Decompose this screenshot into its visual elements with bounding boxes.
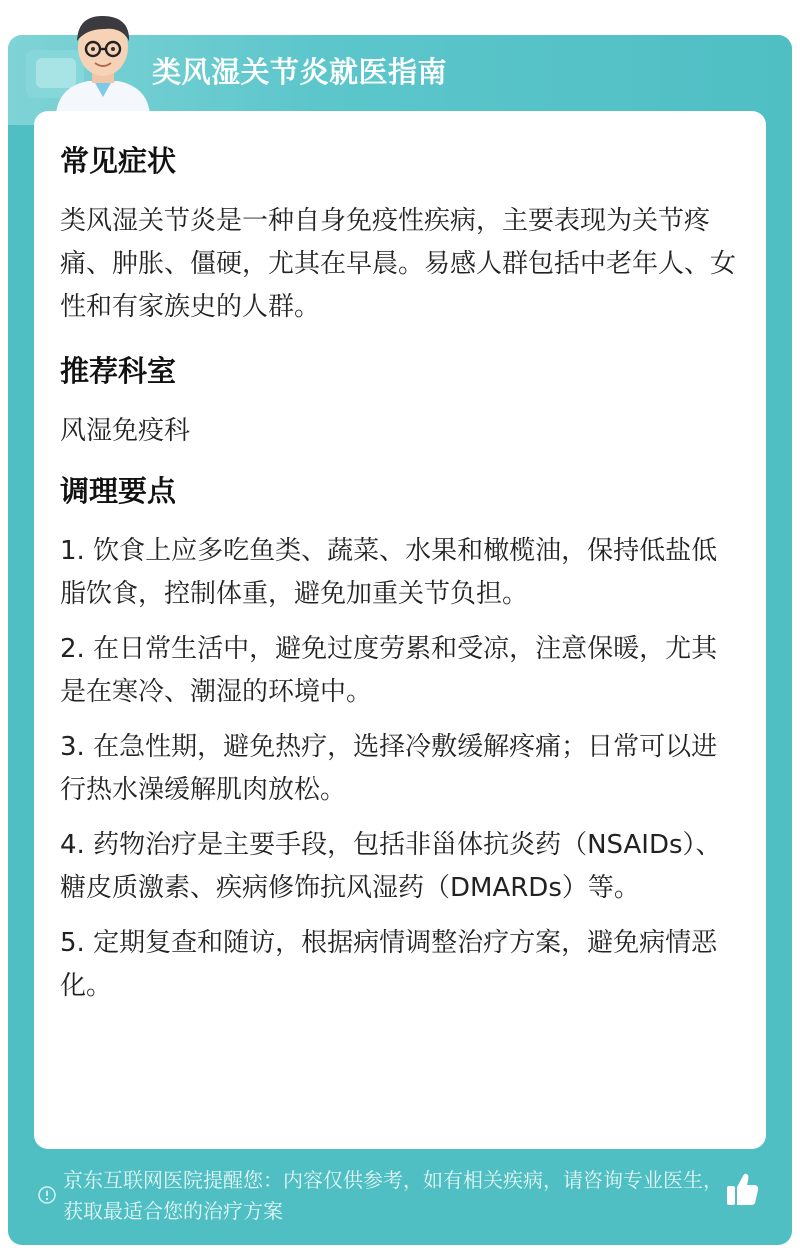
content-body bbox=[60, 111, 740, 1008]
care-heading: 调理要点 bbox=[60, 474, 177, 508]
care-item: 5. 定期复查和随访，根据病情调整治疗方案，避免病情恶化。 bbox=[60, 928, 718, 1001]
department-heading: 推荐科室 bbox=[60, 354, 177, 388]
thumbs-up-icon[interactable] bbox=[724, 1170, 760, 1208]
department-text: 风湿免疫科 bbox=[60, 416, 191, 446]
care-item: 3. 在急性期，避免热疗，选择冷敷缓解疼痛；日常可以进行热水澡缓解肌肉放松。 bbox=[60, 732, 718, 805]
care-item: 4. 药物治疗是主要手段，包括非甾体抗炎药（NSAIDs）、糖皮质激素、疾病修饰抗风湿药（DMARDs）等。 bbox=[60, 830, 722, 903]
care-item: 1. 饮食上应多吃鱼类、蔬菜、水果和橄榄油，保持低盐低脂饮食，控制体重，避免加重关节负担。 bbox=[60, 536, 718, 609]
care-item: 2. 在日常生活中，避免过度劳累和受凉，注意保暖，尤其是在寒冷、潮湿的环境中。 bbox=[60, 634, 718, 707]
disclaimer-text: 京东互联网医院提醒您：内容仅供参考，如有相关疾病，请咨询专业医生，获取最适合您的治疗方案 bbox=[63, 1168, 723, 1223]
symptoms-text: 类风湿关节炎是一种自身免疫性疾病，主要表现为关节疼痛、肿胀、僵硬，尤其在早晨。易感人群包括中老年人、女性和有家族史的人群。 bbox=[60, 206, 737, 322]
symptoms-heading: 常见症状 bbox=[60, 144, 177, 178]
doctor-avatar-icon bbox=[48, 5, 158, 115]
info-icon bbox=[37, 1185, 57, 1205]
page-title: 类风湿关节炎就医指南 bbox=[152, 55, 448, 89]
